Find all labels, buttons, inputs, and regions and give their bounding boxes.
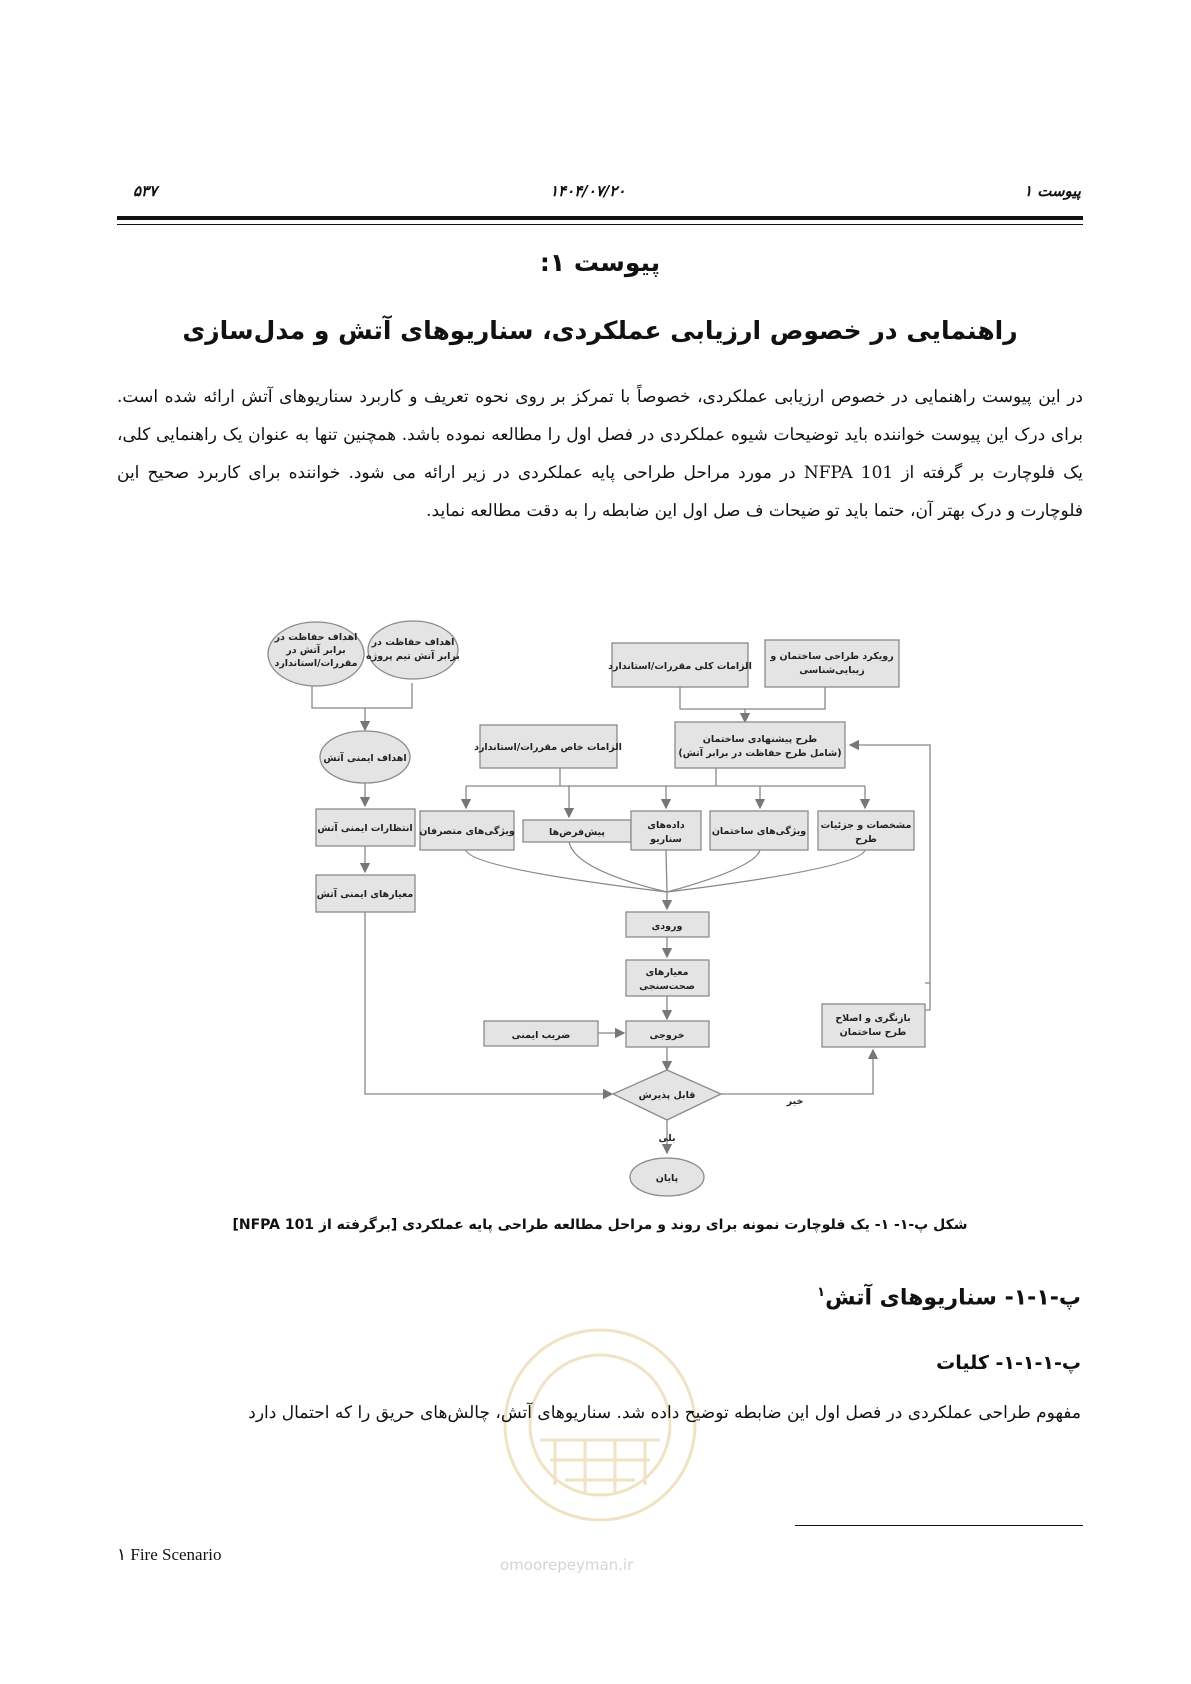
label-safety-criteria: معیارهای ایمنی آتش [316, 889, 414, 900]
appendix-title: پیوست ۱: [539, 248, 661, 277]
label-occupant-characteristics: ویژگی‌های متصرفان [419, 826, 515, 837]
label-building-characteristics: ویژگی‌های ساختمان [711, 826, 807, 837]
label-design-specs-1: مشخصات و جزئیات [820, 820, 912, 831]
intro-paragraph: در این پیوست راهنمایی در خصوص ارزیابی عملکردی، خصوصاً با تمرکز بر روی نحوه تعریف و کاربرد سناریوهای آتش ارائه شده است. برای درک این پیوست خواننده باید توضیحات شیوه عملکردی در فصل اول را مطالعه نموده باشد. همچنین تنها به عنوان یک راهنمایی کلی، یک فلوچارت بر گرفته از NFPA 101 در مورد مراحل طراحی پایه عملکردی در زیر ارائه می شود. خواننده برای کاربرد صحیح این فلوچارت و درک بهتر آن، حتما باید تو ضیحات ف صل اول این ضابطه را به دقت مطالعه نماید. [117, 387, 1084, 521]
page-number: ۵۳۷ [133, 182, 158, 200]
label-verification-criteria-1: معیارهای [645, 967, 689, 978]
label-goal-team-1: اهداف حفاظت در [371, 637, 455, 648]
node-design-approach [765, 640, 899, 687]
label-review-revise-2: طرح ساختمان [839, 1027, 907, 1038]
subsection-heading: پ-۱-۱-۱- کلیات [936, 1352, 1081, 1374]
footnote-mark: ۱ [817, 1285, 826, 1300]
label-yes: بلی [658, 1133, 676, 1144]
main-title: راهنمایی در خصوص ارزیابی عملکردی، سناریوهای آتش و مدل‌سازی [182, 316, 1018, 345]
label-review-revise-1: بازنگری و اصلاح [835, 1013, 911, 1024]
label-proposed-design-1: طرح پیشنهادی ساختمان [702, 734, 818, 745]
label-design-approach-1: رویکرد طراحی ساختمان و [770, 651, 894, 662]
label-proposed-design-2: (شامل طرح حفاظت در برابر آتش) [678, 748, 842, 759]
label-end: پایان [655, 1173, 679, 1184]
watermark-logo [495, 1310, 705, 1540]
label-goal-regulations-2: برابر آتش در [286, 645, 346, 656]
watermark-url: omoorepeyman.ir [500, 1556, 634, 1574]
label-no: خیر [786, 1096, 804, 1107]
label-input: ورودی [651, 921, 683, 932]
footnote: ۱ Fire Scenario [117, 1545, 222, 1564]
footnote-rule [795, 1525, 1083, 1526]
node-goal-team [368, 621, 458, 679]
label-goal-regulations-3: مقررات/استاندارد [274, 658, 358, 669]
label-general-requirements: الزامات کلی مقررات/استاندارد [608, 661, 752, 672]
label-goal-team-2: برابر آتش تیم پروژه [366, 651, 460, 662]
label-goal-regulations-1: اهداف حفاظت در [274, 632, 358, 643]
label-safety-goals: اهداف ایمنی آتش [323, 753, 407, 764]
body-text: مفهوم طراحی عملکردی در فصل اول این ضابطه توضیح داده شد. سناریوهای آتش، چالش‌های حریق را که احتمال دارد [248, 1403, 1081, 1423]
label-acceptable: قابل پذیرش [638, 1090, 696, 1101]
label-design-specs-2: طرح [855, 834, 877, 845]
node-review-revise [822, 1004, 925, 1047]
node-proposed-design [675, 722, 845, 768]
label-scenario-data-1: داده‌های [647, 820, 685, 831]
label-scenario-data-2: سناریو [650, 834, 682, 845]
header-section: پیوست ۱ [1023, 182, 1081, 200]
label-design-approach-2: زیبایی‌شناسی [799, 665, 865, 676]
label-safety-factor: ضریب ایمنی [511, 1030, 571, 1041]
label-safety-expectations: انتظارات ایمنی آتش [317, 823, 413, 834]
figure-caption: شکل پ-۱- ۱- یک فلوچارت نمونه برای روند و مراحل مطالعه طراحی پایه عملکردی [برگرفته از NFPA 101] [232, 1217, 968, 1233]
label-specific-requirements: الزامات خاص مقررات/استاندارد [474, 742, 622, 753]
header-date: ۱۴۰۴/۰۷/۲۰ [550, 182, 626, 200]
label-output: خروجی [649, 1030, 685, 1041]
label-verification-criteria-2: صحت‌سنجی [639, 981, 695, 992]
label-assumptions: پیش‌فرض‌ها [549, 827, 605, 838]
section-heading: پ-۱-۱- سناریوهای آتش$^۱$ [817, 1285, 1081, 1311]
